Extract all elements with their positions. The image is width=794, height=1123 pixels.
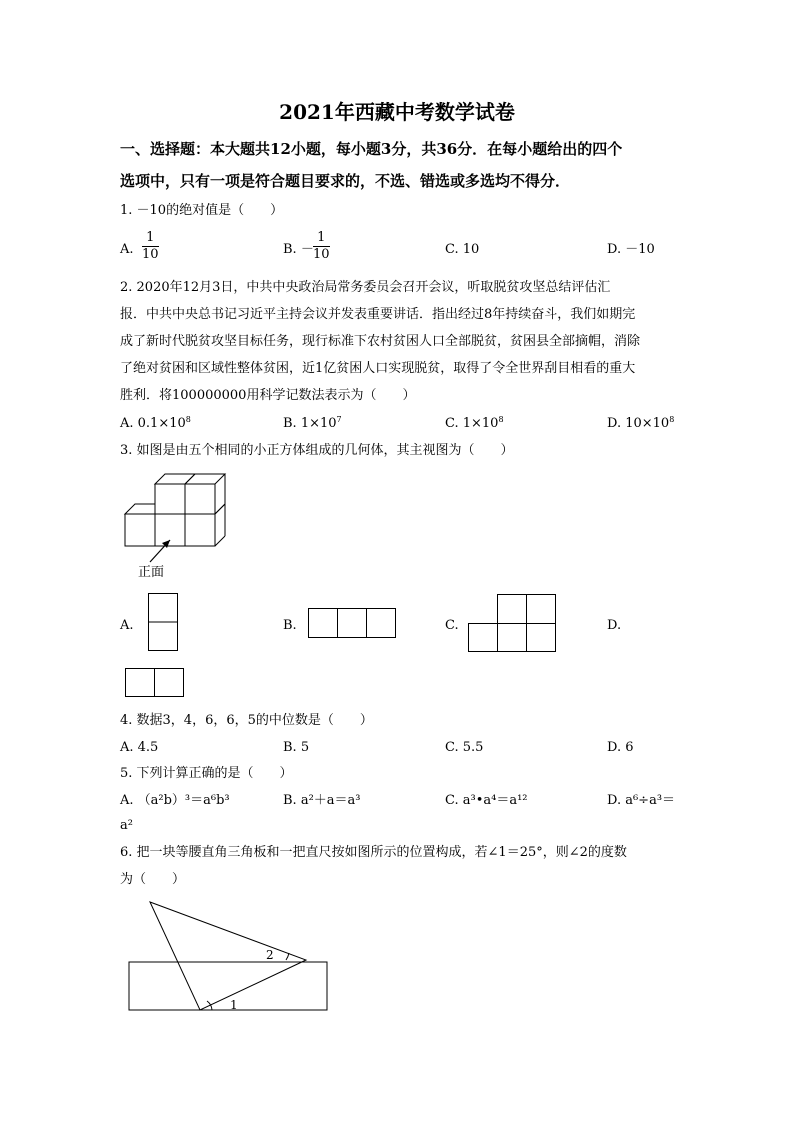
q1-option-a-label: A. xyxy=(120,242,134,257)
q3-option-c-label: C. xyxy=(445,618,459,633)
angle-2-arc xyxy=(286,953,289,960)
q3-option-d-figure xyxy=(125,668,185,698)
q5-option-d: D. a⁶÷a³＝ xyxy=(607,793,676,808)
triangle xyxy=(150,902,306,1010)
q1-b-denominator: 10 xyxy=(313,247,330,262)
q6-stem-continued: 为（ ） xyxy=(120,872,186,887)
angle-1-label: 1 xyxy=(230,998,238,1012)
q4-option-d: D. 6 xyxy=(607,740,634,755)
q2-line-2: 报．中共中央总书记习近平主持会议并发表重要讲话．指出经过8年持续奋斗，我们如期完 xyxy=(120,307,636,322)
q2-line-1: 2. 2020年12月3日，中共中央政治局常务委员会召开会议，听取脱贫攻坚总结评估汇 xyxy=(120,280,611,295)
q6-stem: 6. 把一块等腰直角三角板和一把直尺按如图所示的位置构成，若∠1＝25°，则∠2的度数 xyxy=(120,845,627,860)
q3-stem: 3. 如图是由五个相同的小正方体组成的几何体，其主视图为（ ） xyxy=(120,443,514,458)
q2-option-a: A. $0.1\times 10^8$ xyxy=(120,415,191,431)
q5-option-b: B. a²＋a＝a³ xyxy=(283,793,361,808)
q2-line-5: 胜利．将100000000用科学记数法表示为（ ） xyxy=(120,388,416,403)
q3-option-d-label: D. xyxy=(607,618,622,633)
q5-option-a: A. （a²b）³＝a⁶b³ xyxy=(120,793,230,808)
q1-option-c: C. 10 xyxy=(445,242,480,257)
q1-a-denominator: 10 xyxy=(142,247,159,262)
q1-a-numerator: 1 xyxy=(142,230,159,247)
section-heading-line1: 一、选择题：本大题共12小题，每小题3分，共36分．在每小题给出的四个 xyxy=(120,140,623,158)
q5-option-c: C. a³•a⁴＝a¹² xyxy=(445,793,528,808)
q1-option-b-label: B. － xyxy=(283,242,314,257)
angle-2-label: 2 xyxy=(266,948,274,962)
q1-option-a-fraction xyxy=(142,230,159,263)
q3-option-a-figure xyxy=(148,593,178,651)
q1-b-numerator: 1 xyxy=(313,230,330,247)
q3-front-label: 正面 xyxy=(138,565,165,580)
ruler-rectangle xyxy=(129,962,327,1010)
q5-option-d-continued: a² xyxy=(120,818,133,833)
q1-stem: 1. －10的绝对值是（ ） xyxy=(120,203,284,218)
q2-option-c: C. $1\times 10^8$ xyxy=(445,415,504,431)
q4-option-a: A. 4.5 xyxy=(120,740,159,755)
q4-option-c: C. 5.5 xyxy=(445,740,484,755)
q3-option-b-figure xyxy=(308,608,396,638)
q6-ruler-triangle-figure xyxy=(128,898,338,1013)
q4-option-b: B. 5 xyxy=(283,740,310,755)
q2-line-4: 了绝对贫困和区域性整体贫困，近1亿贫困人口实现脱贫，取得了令全世界刮目相看的重大 xyxy=(120,361,636,376)
q3-option-a-label: A. xyxy=(120,618,134,633)
q1-option-d: D. －10 xyxy=(607,242,655,257)
q4-stem: 4. 数据3，4，6，6，5的中位数是（ ） xyxy=(120,713,373,728)
q2-option-b: B. $1\times 10^7$ xyxy=(283,415,342,431)
page-title: 2021年西藏中考数学试卷 xyxy=(279,100,515,124)
q3-option-c-figure xyxy=(468,594,556,652)
q2-option-d: D. $10\times 10^8$ xyxy=(607,415,675,431)
section-heading-line2: 选项中，只有一项是符合题目要求的，不选、错选或多选均不得分． xyxy=(120,172,571,190)
q2-line-3: 成了新时代脱贫攻坚目标任务，现行标准下农村贫困人口全部脱贫，贫困县全部摘帽，消除 xyxy=(120,334,641,349)
q3-option-b-label: B. xyxy=(283,618,297,633)
q1-option-b-fraction xyxy=(313,230,330,263)
q5-stem: 5. 下列计算正确的是（ ） xyxy=(120,766,293,781)
